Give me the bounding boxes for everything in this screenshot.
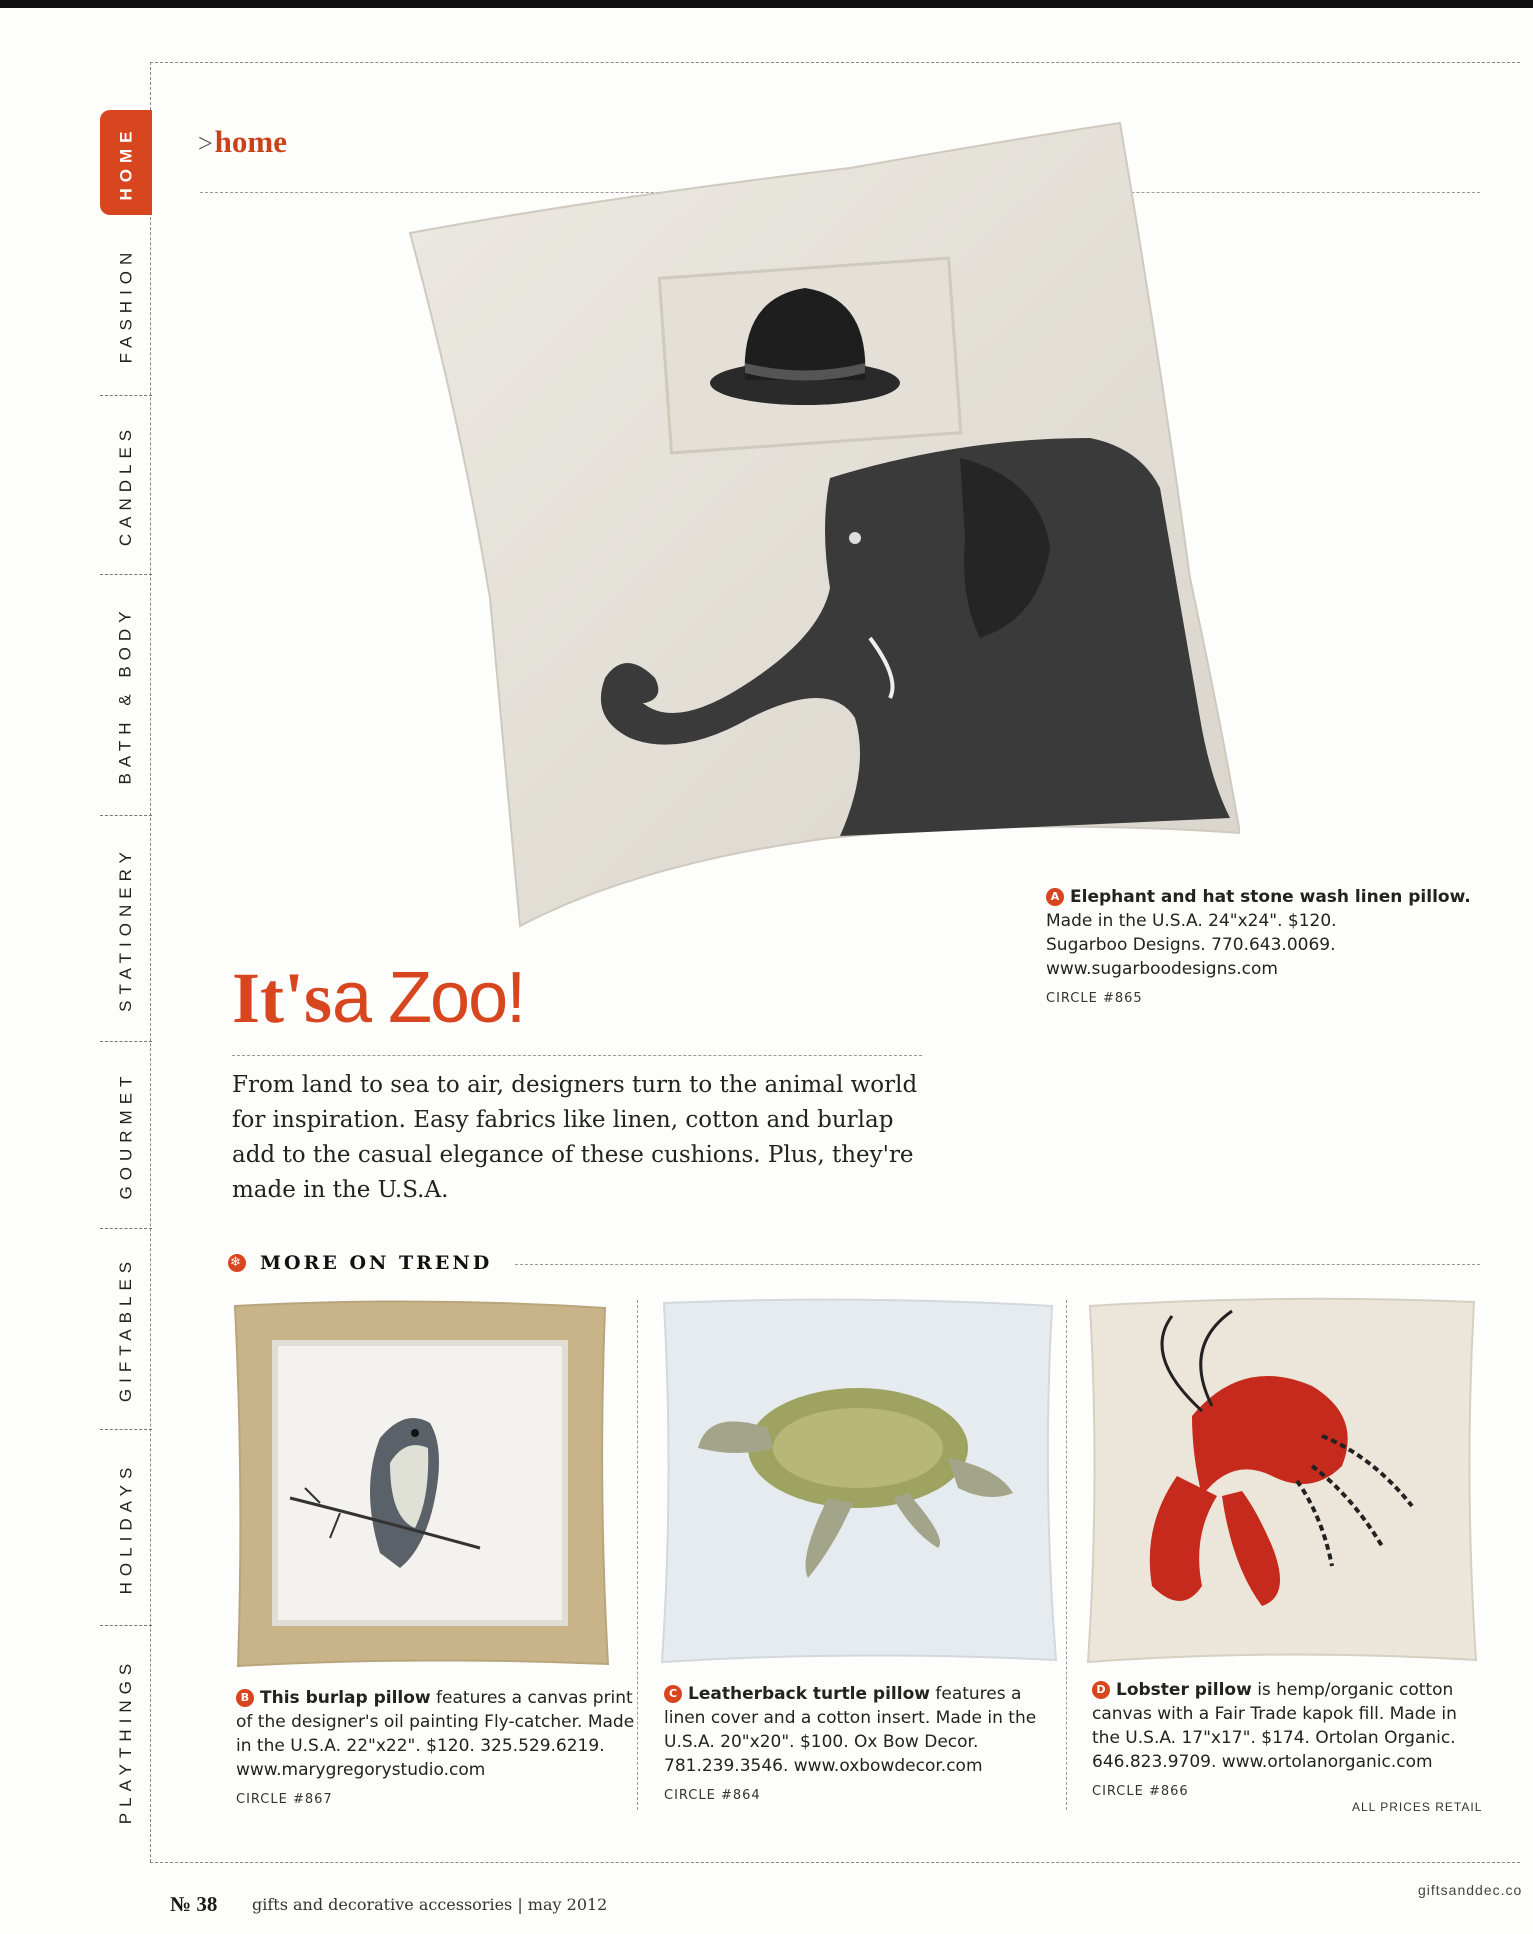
caption-badge: C (664, 1685, 682, 1703)
product-description: is hemp/organic cotton canvas with a Fair Trade kapok fill. Made in the U.S.A. 17"x17". $174. Ortolan Organic. 646.823.9709. www.ortolanorganic.com (1092, 1680, 1457, 1772)
intro-paragraph: From land to sea to air, designers turn to the animal world for inspiration. Easy fabrics like linen, cotton and burlap add to the casual elegance of these cushions. Plus, they're made in the U.S.A. (232, 1072, 918, 1203)
tab-giftables[interactable]: GIFTABLES (100, 1229, 152, 1430)
hero-caption-title: Elephant and hat stone wash linen pillow. (1070, 887, 1471, 907)
top-edge-bar (0, 0, 1533, 8)
caption-badge: B (236, 1689, 254, 1707)
circle-number: CIRCLE #864 (664, 1788, 761, 1803)
column-separator (637, 1300, 638, 1810)
caption-badge: A (1046, 888, 1064, 906)
section-label: >home (198, 124, 287, 159)
product-caption-b (236, 1686, 636, 1812)
hero-caption (1046, 885, 1486, 1011)
website-url[interactable]: giftsanddec.co (1418, 1882, 1523, 1898)
tab-holidays[interactable]: HOLIDAYS (100, 1430, 152, 1626)
hero-caption-line: Sugarboo Designs. 770.643.0069. (1046, 935, 1336, 955)
bird-burlap-pillow-image (230, 1298, 610, 1670)
tab-home[interactable]: HOME (100, 110, 152, 215)
publication-line: gifts and decorative accessories | may 2012 (252, 1895, 608, 1914)
tab-bath-body[interactable]: BATH & BODY (100, 575, 152, 816)
tab-candles[interactable]: CANDLES (100, 396, 152, 575)
tab-playthings[interactable]: PLAYTHINGS (116, 1657, 135, 1825)
tab-stationery[interactable]: STATIONERY (100, 816, 152, 1042)
hero-caption-line: Made in the U.S.A. 24"x24". $120. (1046, 911, 1337, 931)
headline-rule (232, 1055, 922, 1056)
frame-rule-bottom (150, 1862, 1520, 1863)
product-title: Lobster pillow (1116, 1680, 1252, 1700)
frame-rule-top (150, 62, 1520, 63)
snowflake-icon: ❄ (228, 1254, 246, 1272)
article-headline: It'sa Zoo! (232, 958, 525, 1038)
circle-number: CIRCLE #867 (236, 1792, 333, 1807)
elephant-pillow-image (400, 118, 1240, 928)
more-on-trend-heading: ❄ MORE ON TREND (228, 1252, 492, 1274)
product-caption-c (664, 1682, 1054, 1808)
category-sidebar (100, 110, 152, 1856)
lobster-pillow-image (1082, 1296, 1478, 1666)
tab-fashion[interactable]: FASHION (100, 215, 152, 396)
hero-caption-url[interactable]: www.sugarboodesigns.com (1046, 959, 1278, 979)
product-title: This burlap pillow (260, 1688, 431, 1708)
product-description: features a canvas print of the designer's oil painting Fly-catcher. Made in the U.S.A. 22"x22". $120. 325.529.6219. www.marygregorystudio.com (236, 1688, 635, 1780)
page-number: № 38 (170, 1892, 218, 1916)
caption-badge: D (1092, 1681, 1110, 1699)
column-separator (1066, 1300, 1067, 1810)
circle-number: CIRCLE #866 (1092, 1784, 1189, 1799)
turtle-pillow-image (658, 1298, 1058, 1666)
trend-rule (515, 1264, 1480, 1265)
product-title: Leatherback turtle pillow (688, 1684, 930, 1704)
all-prices-note: ALL PRICES RETAIL (1352, 1800, 1483, 1814)
product-description: features a linen cover and a cotton insert. Made in the U.S.A. 20"x20". $100. Ox Bow Decor. 781.239.3546. www.oxbowdecor.com (664, 1684, 1037, 1776)
circle-number: CIRCLE #865 (1046, 991, 1143, 1006)
product-caption-d (1092, 1678, 1482, 1804)
tab-gourmet[interactable]: GOURMET (100, 1042, 152, 1229)
